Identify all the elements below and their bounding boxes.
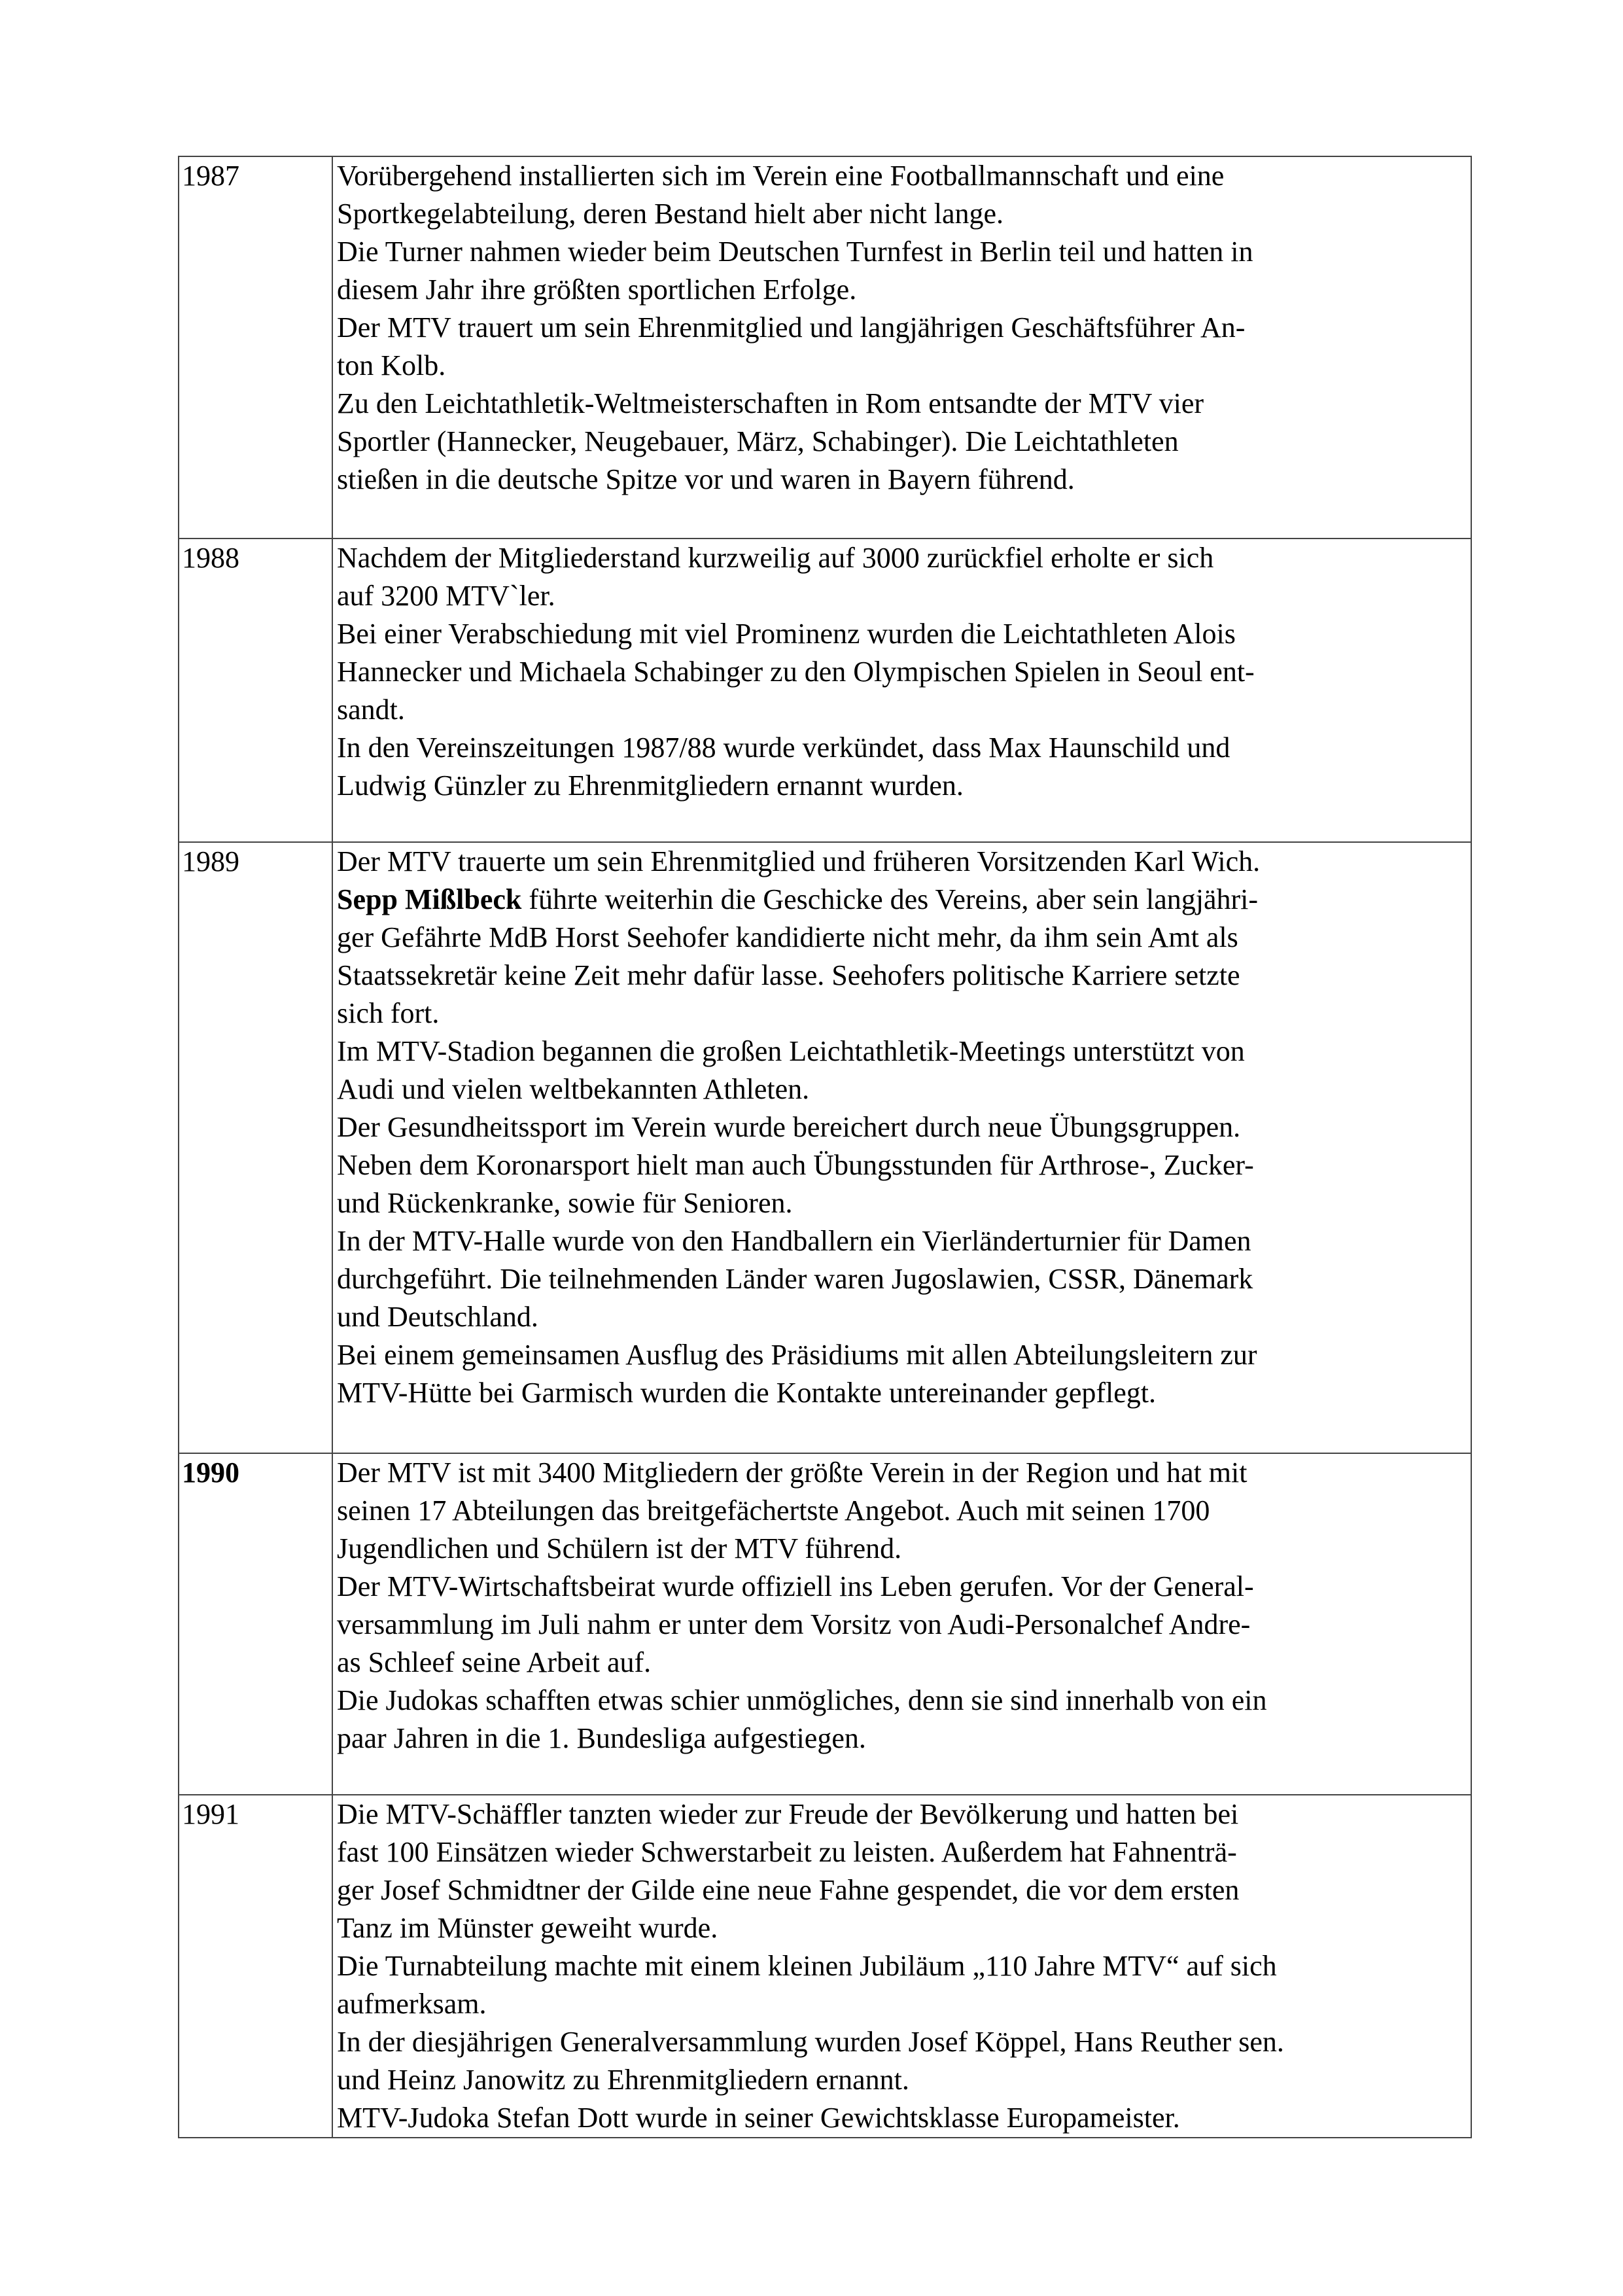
table-row xyxy=(179,1453,1471,1795)
text-line: Bei einem gemeinsamen Ausflug des Präsidiums mit allen Abteilungsleitern zur xyxy=(337,1339,1257,1371)
table-row xyxy=(179,156,1471,539)
text-line: diesem Jahr ihre größten sportlichen Erfolge. xyxy=(337,274,857,306)
text-line: Nachdem der Mitgliederstand kurzweilig auf 3000 zurückfiel erholte er sich xyxy=(337,542,1214,574)
text-line xyxy=(337,881,1464,919)
text-line: seinen 17 Abteilungen das breitgefächertste Angebot. Auch mit seinen 1700 xyxy=(337,1494,1210,1527)
bold-name: Sepp Mißlbeck xyxy=(337,883,522,915)
text-line: Jugendlichen und Schülern ist der MTV führend. xyxy=(337,1532,902,1564)
text-line: Im MTV-Stadion begannen die großen Leichtathletik-Meetings unterstützt von xyxy=(337,1035,1245,1067)
year-cell xyxy=(179,156,332,539)
text-line-rest: führte weiterhin die Geschicke des Vereins, aber sein langjähri- xyxy=(529,883,1259,915)
text-line: Der MTV ist mit 3400 Mitgliedern der größte Verein in der Region und hat mit xyxy=(337,1457,1248,1489)
text-line: Die MTV-Schäffler tanzten wieder zur Freude der Bevölkerung und hatten bei xyxy=(337,1798,1239,1830)
text-line: versammlung im Juli nahm er unter dem Vorsitz von Audi-Personalchef Andre- xyxy=(337,1608,1251,1640)
text-line: paar Jahren in die 1. Bundesliga aufgestiegen. xyxy=(337,1722,866,1754)
text-line: Der MTV-Wirtschaftsbeirat wurde offiziell ins Leben gerufen. Vor der General- xyxy=(337,1570,1254,1602)
table-row xyxy=(179,539,1471,842)
text-line: In der diesjährigen Generalversammlung wurden Josef Köppel, Hans Reuther sen. xyxy=(337,2026,1284,2058)
text-line: Vorübergehend installierten sich im Verein eine Footballmannschaft und eine xyxy=(337,160,1225,192)
text-line: Staatssekretär keine Zeit mehr dafür lasse. Seehofers politische Karriere setzte xyxy=(337,959,1240,991)
text-line: Die Turnabteilung machte mit einem kleinen Jubiläum „110 Jahre MTV“ auf sich xyxy=(337,1950,1277,1982)
year-label: 1989 xyxy=(182,845,239,877)
text-line: MTV-Hütte bei Garmisch wurden die Kontakte untereinander gepflegt. xyxy=(337,1377,1156,1409)
year-cell xyxy=(179,1795,332,2138)
text-line: Neben dem Koronarsport hielt man auch Übungsstunden für Arthrose-, Zucker- xyxy=(337,1149,1254,1181)
text-line: und Deutschland. xyxy=(337,1301,538,1333)
year-label: 1991 xyxy=(182,1798,239,1830)
text-line: In der MTV-Halle wurde von den Handballern ein Vierländerturnier für Damen xyxy=(337,1225,1251,1257)
text-line: Sportler (Hannecker, Neugebauer, März, Schabinger). Die Leichtathleten xyxy=(337,425,1179,457)
text-line: aufmerksam. xyxy=(337,1988,487,2020)
text-line: Der MTV trauert um sein Ehrenmitglied und langjährigen Geschäftsführer An- xyxy=(337,311,1246,344)
text-line: und Heinz Janowitz zu Ehrenmitgliedern ernannt. xyxy=(337,2064,909,2096)
text-line: durchgeführt. Die teilnehmenden Länder waren Jugoslawien, CSSR, Dänemark xyxy=(337,1263,1253,1295)
text-line: Ludwig Günzler zu Ehrenmitgliedern ernannt wurden. xyxy=(337,769,964,802)
text-line: und Rückenkranke, sowie für Senioren. xyxy=(337,1187,793,1219)
text-line: sandt. xyxy=(337,694,405,726)
text-line: as Schleef seine Arbeit auf. xyxy=(337,1646,652,1678)
year-cell xyxy=(179,842,332,1453)
text-line: Der Gesundheitssport im Verein wurde bereichert durch neue Übungsgruppen. xyxy=(337,1111,1241,1143)
text-line: Zu den Leichtathletik-Weltmeisterschaften in Rom entsandte der MTV vier xyxy=(337,387,1204,419)
text-cell xyxy=(332,156,1471,539)
text-line: stießen in die deutsche Spitze vor und waren in Bayern führend. xyxy=(337,463,1075,495)
text-cell xyxy=(332,539,1471,842)
year-label: 1990 xyxy=(182,1457,239,1489)
text-line: ton Kolb. xyxy=(337,349,446,381)
text-line: ger Gefährte MdB Horst Seehofer kandidierte nicht mehr, da ihm sein Amt als xyxy=(337,921,1238,953)
year-cell xyxy=(179,539,332,842)
table-row xyxy=(179,842,1471,1453)
text-line: Hannecker und Michaela Schabinger zu den Olympischen Spielen in Seoul ent- xyxy=(337,656,1255,688)
text-cell xyxy=(332,842,1471,1453)
text-line: Audi und vielen weltbekannten Athleten. xyxy=(337,1073,810,1105)
table-row xyxy=(179,1795,1471,2138)
text-line: Die Judokas schafften etwas schier unmögliches, denn sie sind innerhalb von ein xyxy=(337,1684,1267,1716)
text-line: Bei einer Verabschiedung mit viel Prominenz wurden die Leichtathleten Alois xyxy=(337,618,1236,650)
text-line: ger Josef Schmidtner der Gilde eine neue Fahne gespendet, die vor dem ersten xyxy=(337,1874,1240,1906)
text-line: In den Vereinszeitungen 1987/88 wurde verkündet, dass Max Haunschild und xyxy=(337,732,1230,764)
chronicle-table xyxy=(178,156,1472,2138)
text-line: MTV-Judoka Stefan Dott wurde in seiner Gewichtsklasse Europameister. xyxy=(337,2102,1180,2134)
text-line: auf 3200 MTV`ler. xyxy=(337,580,555,612)
year-cell xyxy=(179,1453,332,1795)
text-cell xyxy=(332,1795,1471,2138)
year-label: 1988 xyxy=(182,542,239,574)
text-line: sich fort. xyxy=(337,997,440,1029)
text-line: Der MTV trauerte um sein Ehrenmitglied und früheren Vorsitzenden Karl Wich. xyxy=(337,845,1261,877)
text-line: Die Turner nahmen wieder beim Deutschen Turnfest in Berlin teil und hatten in xyxy=(337,236,1253,268)
year-label: 1987 xyxy=(182,160,239,192)
text-line: Tanz im Münster geweiht wurde. xyxy=(337,1912,718,1944)
text-line: Sportkegelabteilung, deren Bestand hielt aber nicht lange. xyxy=(337,198,1004,230)
text-line: fast 100 Einsätzen wieder Schwerstarbeit zu leisten. Außerdem hat Fahnenträ- xyxy=(337,1836,1237,1868)
text-cell xyxy=(332,1453,1471,1795)
